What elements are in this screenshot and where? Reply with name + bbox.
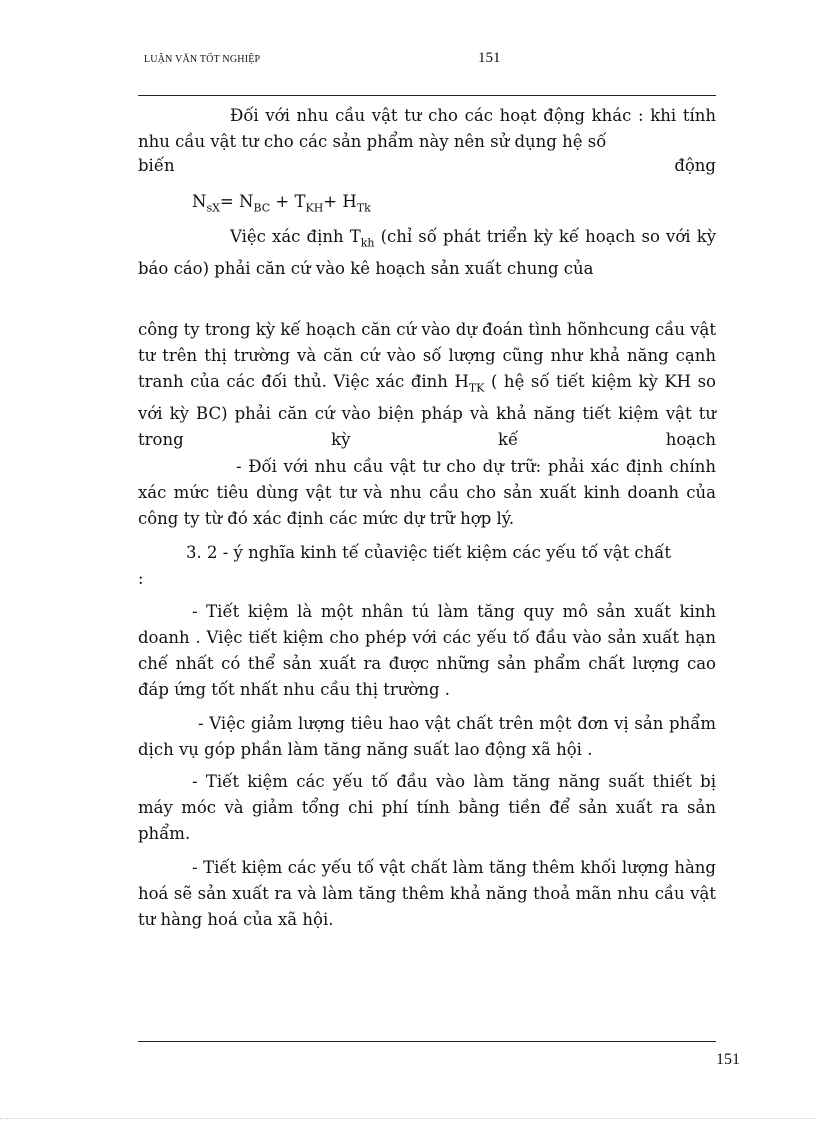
footer-rule bbox=[138, 1041, 716, 1042]
word-bien: biến bbox=[138, 156, 175, 175]
paragraph-saving-scale: - Tiết kiệm là một nhân tú làm tăng quy mô sản xuất kinh doanh . Việc tiết kiệm cho phép với các yếu tố đầu vào sản xuất hạn chế nhất có thể sản xuất ra được những sản phẩm chất lượng cao đáp ứng tốt nhất nhu cầu thị trường . bbox=[138, 602, 716, 699]
paragraph-input-factors: - Tiết kiệm các yếu tố đầu vào làm tăng năng suất thiết bị máy móc và giảm tổng chi phí tính bằng tiền để sản xuất ra sản phẩm. bbox=[138, 772, 716, 843]
paragraph-other-needs: Đối với nhu cầu vật tư cho các hoạt động khác : khi tính nhu cầu vật tư cho các sản phẩm này nên sử dụng hệ số bbox=[138, 106, 716, 151]
paragraph-other-needs-last-line bbox=[138, 156, 716, 175]
section-heading-colon: : bbox=[138, 569, 144, 588]
paragraph-tkh: Việc xác định $T_{kh}$ (chỉ số phát triển kỳ kế hoạch so với kỳ báo cáo) phải căn cứ vào kê hoạch sản xuất chung của bbox=[138, 227, 717, 279]
paragraph-material-factors: - Tiết kiệm các yếu tố vật chất làm tăng thêm khối lượng hàng hoá sẽ sản xuất ra và làm tăng thêm khả năng thoả mãn nhu cầu vật tư hàng hoá của xã hội. bbox=[138, 858, 716, 929]
formula: $N_{sX}= N_{BC} + T_{KH}+ H_{Tk}$ bbox=[192, 192, 371, 215]
page-bottom-dotted-line bbox=[0, 1118, 816, 1119]
paragraph-company-plan: công ty trong kỳ kế hoạch căn cứ vào dự đoán tình hõnhcung cầu vật tư trên thị trường và căn cứ vào số lượng cũng như khả năng cạnh tranh của các đối thủ. Việc xác đinh $H_{TK}$ ( hệ số tiết kiệm kỳ KH so với kỳ BC) phải căn cứ vào biện pháp và khả năng tiết kiệm vật tư trong kỳ kế hoạch bbox=[138, 320, 716, 450]
word-dong: động bbox=[674, 156, 716, 175]
header-rule bbox=[138, 95, 716, 96]
section-heading: 3. 2 - ý nghĩa kinh tế củaviệc tiết kiệm các yếu tố vật chất bbox=[186, 543, 672, 562]
paragraph-reserve-needs: - Đối với nhu cầu vật tư cho dự trữ: phải xác định chính xác mức tiêu dùng vật tư và nhu cầu cho sản xuất kinh doanh của công ty từ đó xác định các mức dự trữ hợp lý. bbox=[138, 457, 716, 528]
footer-page-number: 151 bbox=[716, 1051, 740, 1068]
header-title: LUẬN VĂN TỐT NGHIỆP bbox=[144, 54, 261, 65]
header-page-number: 151 bbox=[478, 50, 501, 66]
paragraph-consumption: - Việc giảm lượng tiêu hao vật chất trên một đơn vị sản phẩm dịch vụ góp phần làm tăng năng suất lao động xã hội . bbox=[138, 714, 716, 759]
